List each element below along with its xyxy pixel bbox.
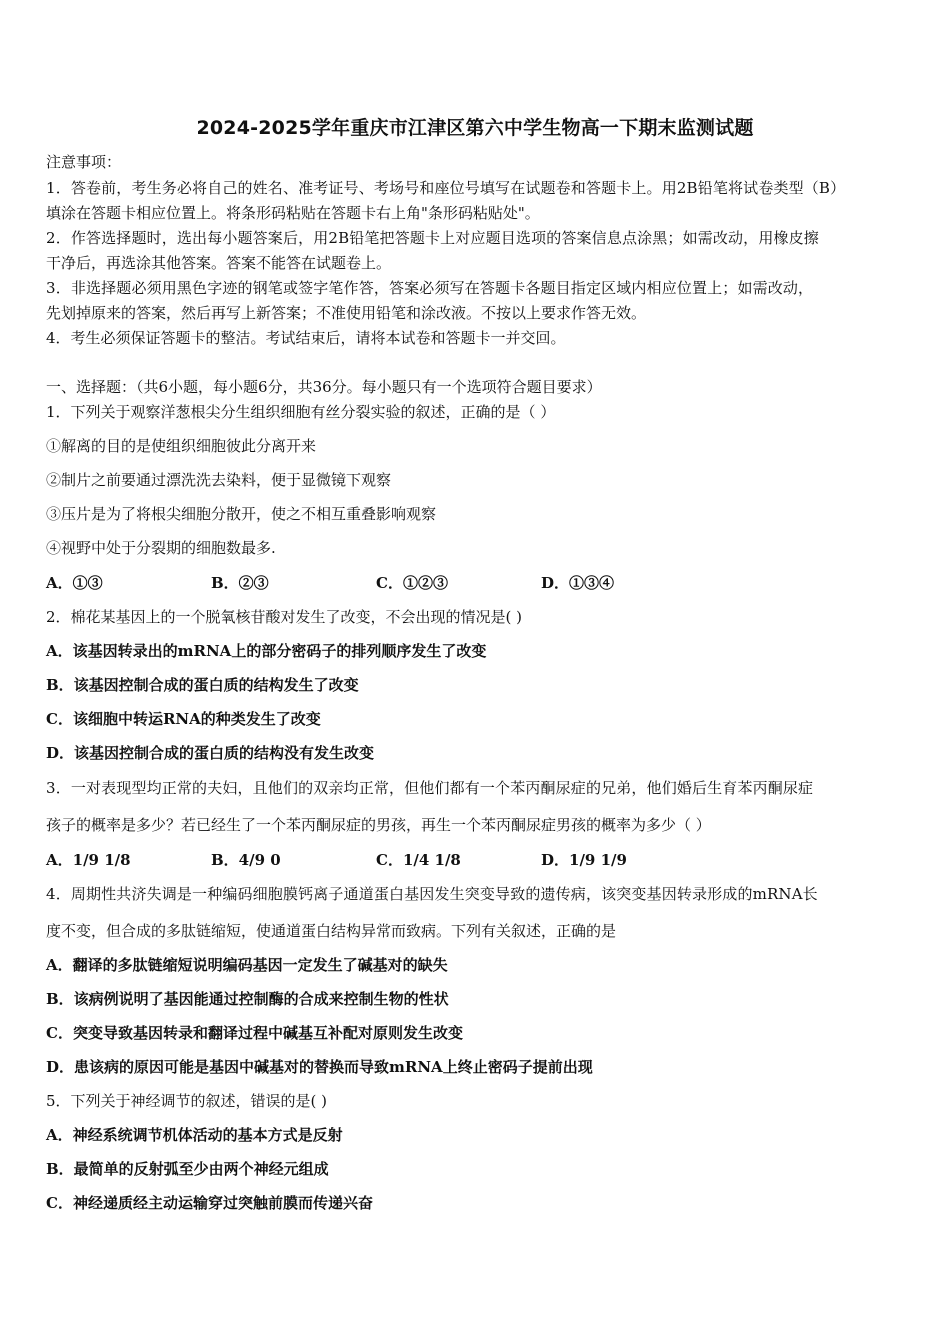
- question-5-stem: 5．下列关于神经调节的叙述，错误的是( ): [46, 1092, 328, 1110]
- page-title: 2024-2025学年重庆市江津区第六中学生物高一下期末监测试题: [196, 117, 754, 139]
- q3-option-c[interactable]: C．1/4 1/8: [376, 851, 461, 869]
- notice-line: 4．考生必须保证答题卡的整洁。考试结束后，请将本试卷和答题卡一并交回。: [46, 329, 566, 347]
- q2-option-c[interactable]: C．该细胞中转运RNA的种类发生了改变: [46, 710, 321, 728]
- q4-option-b[interactable]: B．该病例说明了基因能通过控制酶的合成来控制生物的性状: [46, 990, 449, 1008]
- q5-option-a[interactable]: A．神经系统调节机体活动的基本方式是反射: [46, 1126, 343, 1144]
- q5-option-c[interactable]: C．神经递质经主动运输穿过突触前膜而传递兴奋: [46, 1194, 373, 1212]
- q2-option-b[interactable]: B．该基因控制合成的蛋白质的结构发生了改变: [46, 676, 359, 694]
- q1-statement: ④视野中处于分裂期的细胞数最多.: [46, 539, 276, 557]
- question-3-stem-cont: 孩子的概率是多少？若已经生了一个苯丙酮尿症的男孩，再生一个苯丙酮尿症男孩的概率为多少（ ）: [46, 816, 711, 834]
- q4-option-a[interactable]: A．翻译的多肽链缩短说明编码基因一定发生了碱基对的缺失: [46, 956, 448, 974]
- question-3-stem: 3．一对表现型均正常的夫妇，且他们的双亲均正常，但他们都有一个苯丙酮尿症的兄弟，他们婚后生育苯丙酮尿症: [46, 779, 814, 797]
- notice-line: 2．作答选择题时，选出每小题答案后，用2B铅笔把答题卡上对应题目选项的答案信息点涂黑；如需改动，用橡皮擦: [46, 229, 819, 247]
- question-2-stem: 2．棉花某基因上的一个脱氧核苷酸对发生了改变，不会出现的情况是( ): [46, 608, 523, 626]
- notice-heading: 注意事项：: [46, 153, 122, 171]
- q1-statement: ②制片之前要通过漂洗洗去染料，便于显微镜下观察: [46, 471, 392, 489]
- question-4-stem: 4．周期性共济失调是一种编码细胞膜钙离子通道蛋白基因发生突变导致的遗传病，该突变基因转录形成的mRNA长: [46, 885, 818, 903]
- q2-option-a[interactable]: A．该基因转录出的mRNA上的部分密码子的排列顺序发生了改变: [46, 642, 487, 660]
- q3-option-d[interactable]: D．1/9 1/9: [541, 851, 627, 869]
- q3-option-b[interactable]: B．4/9 0: [211, 851, 281, 869]
- q1-option-c[interactable]: C．①②③: [376, 574, 448, 592]
- q1-option-a[interactable]: A．①③: [46, 574, 103, 592]
- q5-option-b[interactable]: B．最简单的反射弧至少由两个神经元组成: [46, 1160, 329, 1178]
- q1-option-b[interactable]: B．②③: [211, 574, 269, 592]
- notice-line: 填涂在答题卡相应位置上。将条形码粘贴在答题卡右上角"条形码粘贴处"。: [46, 204, 540, 222]
- section-heading: 一、选择题：（共6小题，每小题6分，共36分。每小题只有一个选项符合题目要求）: [46, 378, 602, 396]
- q2-option-d[interactable]: D．该基因控制合成的蛋白质的结构没有发生改变: [46, 744, 375, 762]
- q4-option-c[interactable]: C．突变导致基因转录和翻译过程中碱基互补配对原则发生改变: [46, 1024, 463, 1042]
- q1-option-d[interactable]: D．①③④: [541, 574, 615, 592]
- notice-line: 1．答卷前，考生务必将自己的姓名、准考证号、考场号和座位号填写在试题卷和答题卡上。用2B铅笔将试卷类型（B）: [46, 179, 846, 197]
- q4-option-d[interactable]: D．患该病的原因可能是基因中碱基对的替换而导致mRNA上终止密码子提前出现: [46, 1058, 593, 1076]
- q1-statement: ③压片是为了将根尖细胞分散开，使之不相互重叠影响观察: [46, 505, 437, 523]
- q1-statement: ①解离的目的是使组织细胞彼此分离开来: [46, 437, 317, 455]
- notice-line: 干净后，再选涂其他答案。答案不能答在试题卷上。: [46, 254, 392, 272]
- notice-line: 先划掉原来的答案，然后再写上新答案；不准使用铅笔和涂改液。不按以上要求作答无效。: [46, 304, 647, 322]
- question-4-stem-cont: 度不变，但合成的多肽链缩短，使通道蛋白结构异常而致病。下列有关叙述，正确的是: [46, 922, 617, 940]
- notice-line: 3．非选择题必须用黑色字迹的钢笔或签字笔作答，答案必须写在答题卡各题目指定区域内相应位置上；如需改动，: [46, 279, 814, 297]
- question-1-stem: 1．下列关于观察洋葱根尖分生组织细胞有丝分裂实验的叙述，正确的是（ ）: [46, 403, 556, 421]
- q3-option-a[interactable]: A．1/9 1/8: [46, 851, 131, 869]
